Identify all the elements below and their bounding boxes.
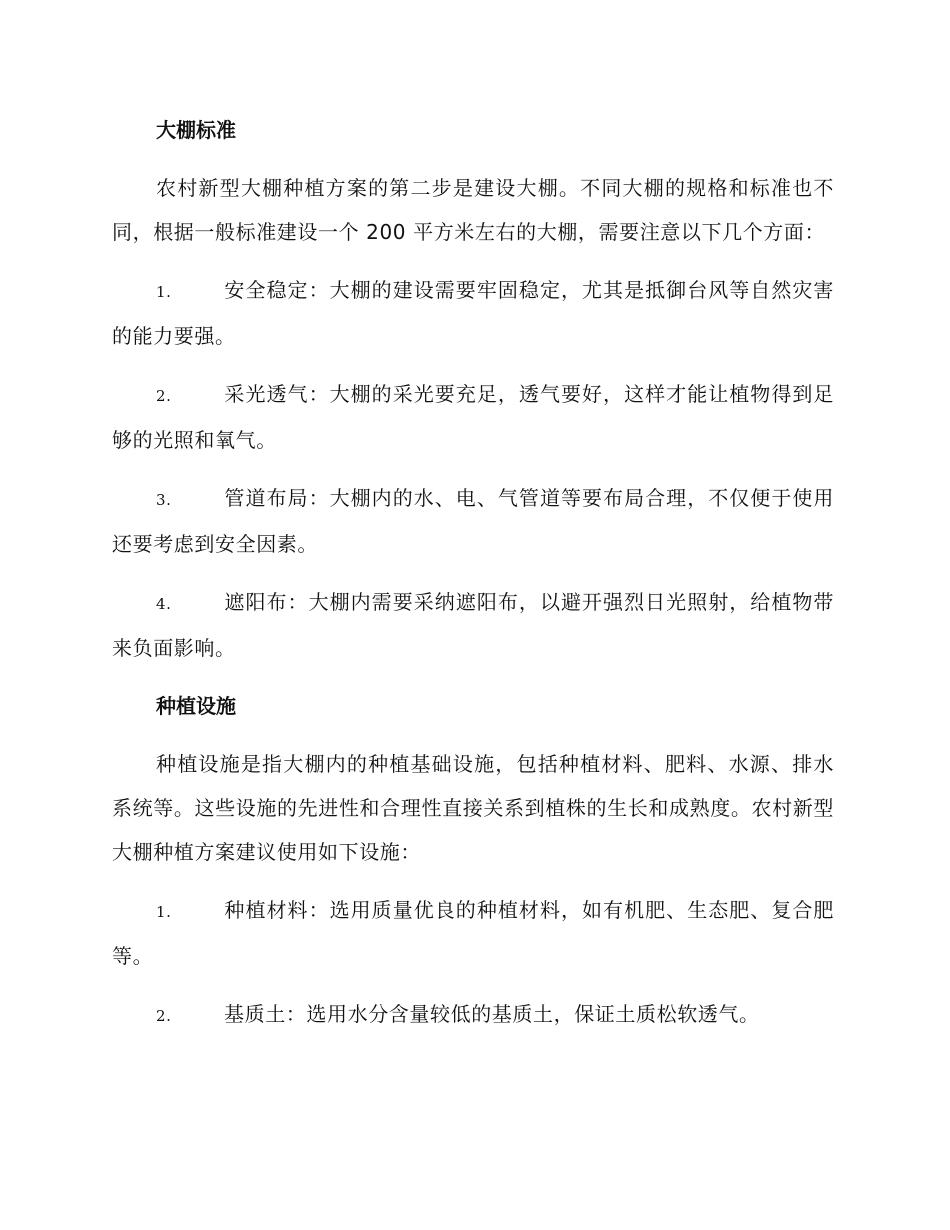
list-item bbox=[112, 372, 834, 462]
document-page bbox=[112, 108, 834, 1052]
section-heading: 大棚标准 bbox=[156, 118, 236, 142]
section-heading: 种植设施 bbox=[156, 694, 236, 718]
list-item-number: 4. bbox=[156, 595, 172, 613]
list-item-text: 管道布局：大棚内的水、电、气管道等要布局合理，不仅便于使用还要考虑到安全因素。 bbox=[112, 486, 834, 556]
list-item-text: 基质土：选用水分含量较低的基质土，保证土质松软透气。 bbox=[224, 1002, 760, 1026]
list-item-text: 采光透气：大棚的采光要充足，透气要好，这样才能让植物得到足够的光照和氧气。 bbox=[112, 382, 834, 452]
section-intro-paragraph: 种植设施是指大棚内的种植基础设施，包括种植材料、肥料、水源、排水系统等。这些设施的先进性和合理性直接关系到植株的生长和成熟度。农村新型大棚种植方案建议使用如下设施： bbox=[112, 752, 834, 864]
list-item-number: 1. bbox=[156, 903, 172, 921]
list-item bbox=[112, 888, 834, 978]
list-item bbox=[112, 476, 834, 566]
section-planting-facilities bbox=[112, 684, 834, 1038]
list-item bbox=[112, 992, 834, 1038]
list-item bbox=[112, 580, 834, 670]
list-item-number: 2. bbox=[156, 387, 172, 405]
list-item bbox=[112, 268, 834, 358]
list-item-number: 3. bbox=[156, 491, 172, 509]
list-item-number: 2. bbox=[156, 1007, 172, 1025]
section-intro-paragraph: 农村新型大棚种植方案的第二步是建设大棚。不同大棚的规格和标准也不同，根据一般标准建设一个 200 平方米左右的大棚，需要注意以下几个方面： bbox=[112, 176, 834, 244]
list-item-number: 1. bbox=[156, 283, 172, 301]
list-item-text: 种植材料：选用质量优良的种植材料，如有机肥、生态肥、复合肥等。 bbox=[112, 898, 834, 968]
list-item-text: 安全稳定：大棚的建设需要牢固稳定，尤其是抵御台风等自然灾害的能力要强。 bbox=[112, 278, 834, 348]
section-greenhouse-standards bbox=[112, 108, 834, 670]
list-item-text: 遮阳布：大棚内需要采纳遮阳布，以避开强烈日光照射，给植物带来负面影响。 bbox=[112, 590, 834, 660]
